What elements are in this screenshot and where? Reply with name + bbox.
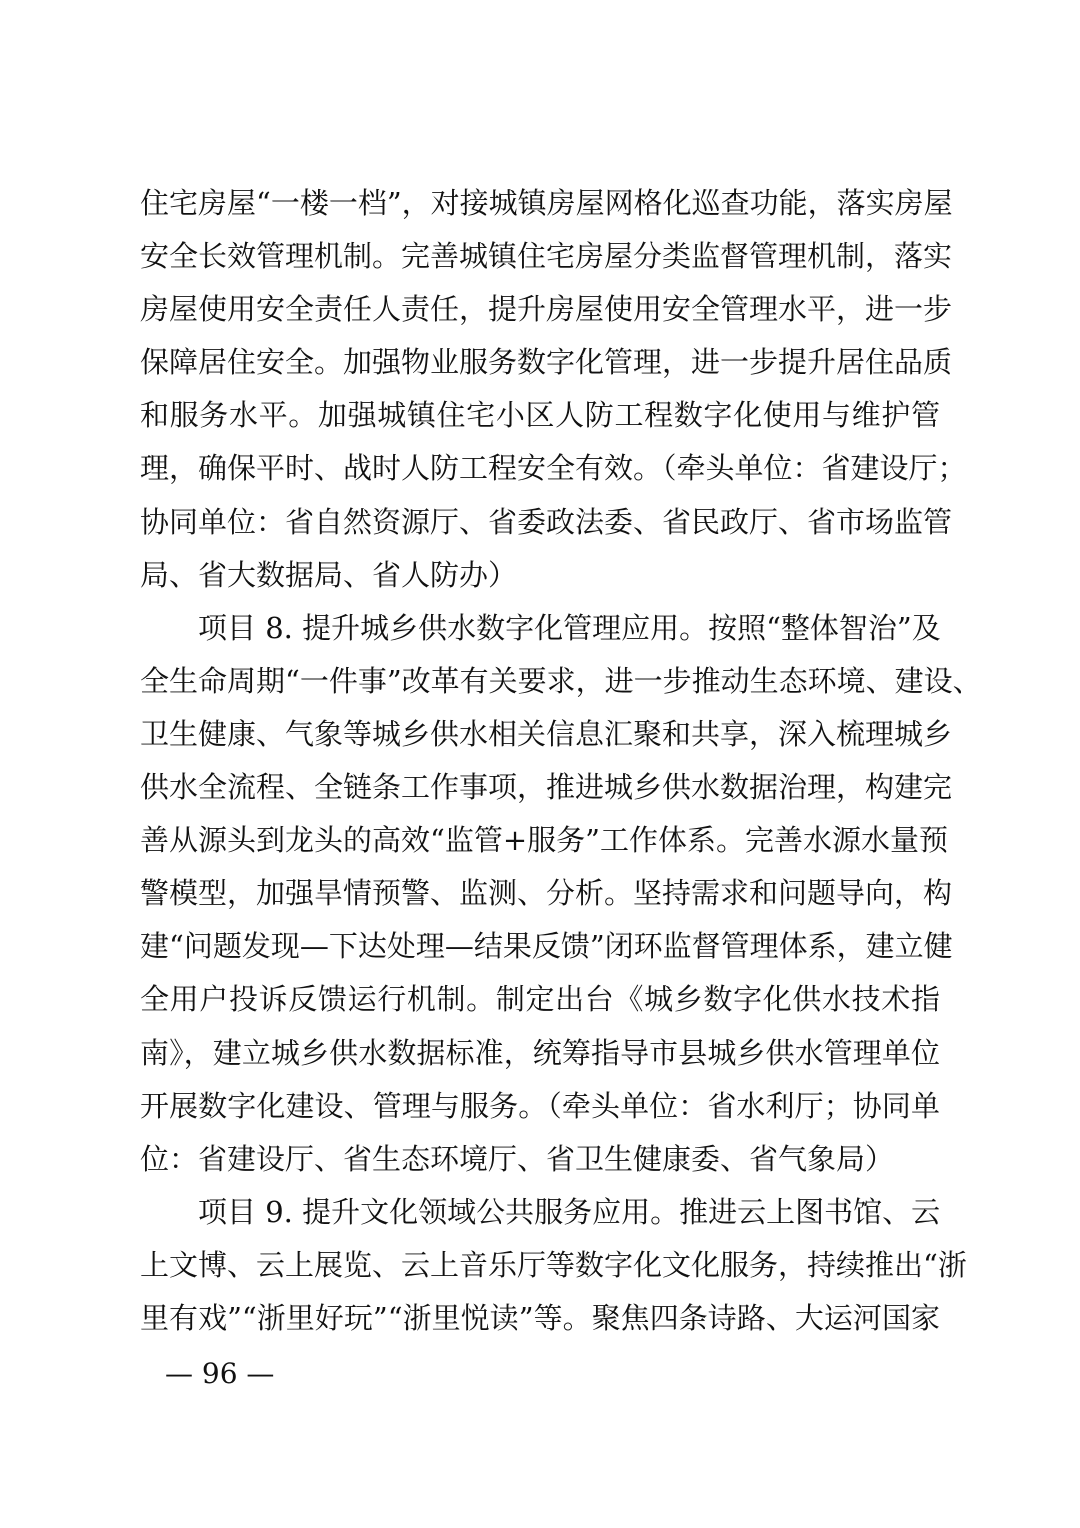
body-text-line: 和服务水平。加强城镇住宅小区人防工程数字化使用与维护管 <box>140 398 940 432</box>
body-text-line: 局、省大数据局、省人防办） <box>140 558 518 592</box>
body-text-line: 善从源头到龙头的高效“监管+服务”工作体系。完善水源水量预 <box>140 823 948 857</box>
body-text-line: 供水全流程、全链条工作事项，推进城乡供水数据治理，构建完 <box>140 770 953 804</box>
body-text-line: 警模型，加强旱情预警、监测、分析。坚持需求和问题导向，构 <box>140 876 953 910</box>
body-text-line: 里有戏”“浙里好玩”“浙里悦读”等。聚焦四条诗路、大运河国家 <box>140 1301 940 1335</box>
body-text-line: 全生命周期“一件事”改革有关要求，进一步推动生态环境、建设、 <box>140 664 982 698</box>
body-text-line: 上文博、云上展览、云上音乐厅等数字化文化服务，持续推出“浙 <box>140 1248 967 1282</box>
body-text-line: 协同单位：省自然资源厅、省委政法委、省民政厅、省市场监管 <box>140 505 953 539</box>
body-text-line: 位：省建设厅、省生态环境厅、省卫生健康委、省气象局） <box>140 1142 895 1176</box>
body-text-line: 全用户投诉反馈运行机制。制定出台《城乡数字化供水技术指 <box>140 982 940 1016</box>
body-text-line: 保障居住安全。加强物业服务数字化管理，进一步提升居住品质 <box>140 345 953 379</box>
body-text-line: 住宅房屋“一楼一档”，对接城镇房屋网格化巡查功能，落实房屋 <box>140 186 953 220</box>
body-text-line: 南》，建立城乡供水数据标准，统筹指导市县城乡供水管理单位 <box>140 1036 940 1070</box>
body-text-line: 开展数字化建设、管理与服务。（牵头单位：省水利厅；协同单 <box>140 1089 940 1123</box>
page-number: — 96 — <box>165 1357 275 1390</box>
section-heading-line: 项目 9. 提升文化领域公共服务应用。推进云上图书馆、云 <box>198 1195 941 1229</box>
body-text-line: 建“问题发现—下达处理—结果反馈”闭环监督管理体系，建立健 <box>140 929 953 963</box>
body-text-line: 理，确保平时、战时人防工程安全有效。（牵头单位：省建设厅； <box>140 451 967 485</box>
body-text-line: 卫生健康、气象等城乡供水相关信息汇聚和共享，深入梳理城乡 <box>140 717 953 751</box>
body-text-line: 安全长效管理机制。完善城镇住宅房屋分类监督管理机制，落实 <box>140 239 953 273</box>
body-text-line: 房屋使用安全责任人责任，提升房屋使用安全管理水平，进一步 <box>140 292 953 326</box>
section-heading-line: 项目 8. 提升城乡供水数字化管理应用。按照“整体智治”及 <box>198 611 941 645</box>
